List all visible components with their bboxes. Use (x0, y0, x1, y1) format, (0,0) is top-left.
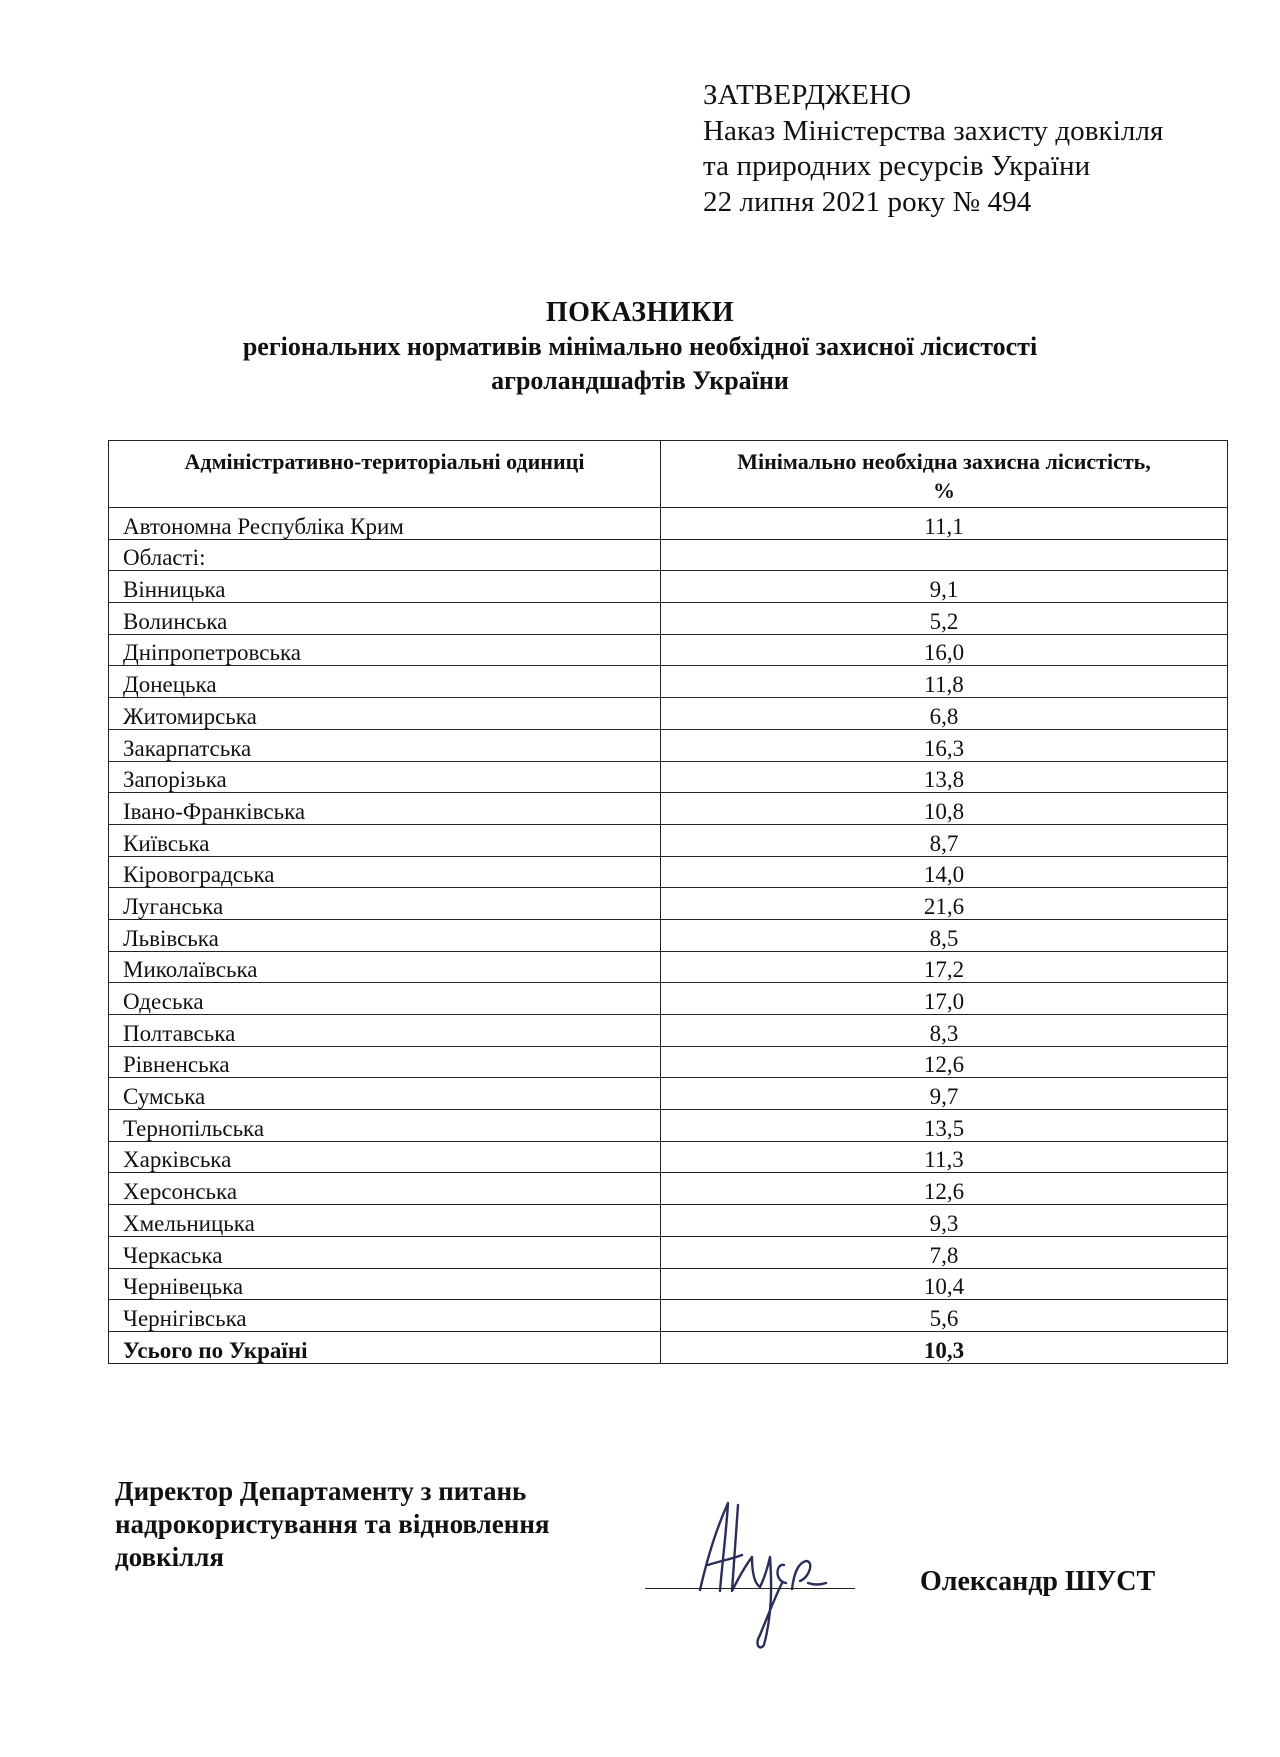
region-name-cell: Сумська (109, 1078, 661, 1110)
signatory-position-line3: довкілля (115, 1542, 225, 1572)
table-row (109, 508, 1228, 540)
forest-cover-value-cell: 8,7 (661, 824, 1228, 856)
forest-cover-value-cell: 11,8 (661, 666, 1228, 698)
column-header-unit: % (933, 478, 955, 503)
table-header-row (109, 441, 1228, 508)
forest-cover-value-cell: 21,6 (661, 888, 1228, 920)
region-name-cell: Автономна Республіка Крим (109, 508, 661, 540)
region-name-cell: Дніпропетровська (109, 634, 661, 666)
table-row (109, 824, 1228, 856)
table-row (109, 761, 1228, 793)
column-header-units: Адміністративно-територіальні одиниці (109, 441, 661, 508)
column-header-forest-cover-text: Мінімально необхідна захисна лісистість, (737, 449, 1151, 474)
region-name-cell: Львівська (109, 919, 661, 951)
forest-cover-value-cell: 17,2 (661, 951, 1228, 983)
forest-cover-value-cell: 13,8 (661, 761, 1228, 793)
approval-date-line: 22 липня 2021 року № 494 (703, 185, 1032, 218)
region-name-cell: Луганська (109, 888, 661, 920)
document-title (0, 296, 1280, 398)
forest-cover-value-cell: 9,1 (661, 571, 1228, 603)
table-row (109, 1110, 1228, 1142)
forest-cover-value-cell: 7,8 (661, 1236, 1228, 1268)
table-row (109, 729, 1228, 761)
title-main: ПОКАЗНИКИ (545, 297, 735, 328)
table-row (109, 856, 1228, 888)
region-name-cell: Рівненська (109, 1046, 661, 1078)
forest-cover-value-cell (661, 539, 1228, 571)
table-body (109, 508, 1228, 1364)
signatory-position-line2: надрокористування та відновлення (115, 1509, 550, 1539)
region-name-cell: Кіровоградська (109, 856, 661, 888)
handwritten-signature (680, 1495, 840, 1660)
title-subtitle-line2: агроландшафтів України (491, 366, 789, 395)
forest-cover-value-cell: 9,3 (661, 1205, 1228, 1237)
approval-heading: ЗАТВЕРДЖЕНО (703, 79, 912, 111)
region-name-cell: Харківська (109, 1141, 661, 1173)
table-row (109, 1205, 1228, 1237)
table-row (109, 603, 1228, 635)
approval-stamp (703, 78, 1164, 220)
total-label-cell: Усього по Україні (109, 1331, 661, 1363)
forest-cover-value-cell: 8,3 (661, 1015, 1228, 1047)
table-row (109, 571, 1228, 603)
total-row (109, 1331, 1228, 1363)
forest-cover-value-cell: 5,6 (661, 1300, 1228, 1332)
forest-cover-value-cell: 16,3 (661, 729, 1228, 761)
region-name-cell: Житомирська (109, 698, 661, 730)
forest-cover-value-cell: 17,0 (661, 983, 1228, 1015)
table-row (109, 951, 1228, 983)
table-row (109, 983, 1228, 1015)
region-name-cell: Херсонська (109, 1173, 661, 1205)
signatory-position (115, 1475, 550, 1574)
table-row (109, 1141, 1228, 1173)
table-row (109, 1268, 1228, 1300)
approval-ministry-line: та природних ресурсів України (703, 150, 1091, 182)
region-name-cell: Волинська (109, 603, 661, 635)
table-row (109, 1015, 1228, 1047)
table-row (109, 634, 1228, 666)
table-row (109, 666, 1228, 698)
region-name-cell: Чернівецька (109, 1268, 661, 1300)
forest-cover-value-cell: 13,5 (661, 1110, 1228, 1142)
table-row (109, 793, 1228, 825)
forest-cover-value-cell: 9,7 (661, 1078, 1228, 1110)
forest-cover-value-cell: 16,0 (661, 634, 1228, 666)
total-value-cell: 10,3 (661, 1331, 1228, 1363)
signature-line (645, 1588, 855, 1589)
table-row (109, 698, 1228, 730)
table-row (109, 888, 1228, 920)
indicators-table (108, 440, 1228, 1364)
forest-cover-value-cell: 11,1 (661, 508, 1228, 540)
forest-cover-value-cell: 5,2 (661, 603, 1228, 635)
signer-name: Олександр ШУСТ (920, 1566, 1156, 1597)
table-row (109, 1300, 1228, 1332)
table-row (109, 1173, 1228, 1205)
approval-order-line: Наказ Міністерства захисту довкілля (703, 114, 1164, 147)
forest-cover-value-cell: 12,6 (661, 1046, 1228, 1078)
table-row (109, 919, 1228, 951)
region-name-cell: Тернопільська (109, 1110, 661, 1142)
region-name-cell: Миколаївська (109, 951, 661, 983)
region-name-cell: Області: (109, 539, 661, 571)
forest-cover-value-cell: 10,8 (661, 793, 1228, 825)
region-name-cell: Вінницька (109, 571, 661, 603)
region-name-cell: Київська (109, 824, 661, 856)
column-header-forest-cover (661, 441, 1228, 508)
region-name-cell: Донецька (109, 666, 661, 698)
forest-cover-value-cell: 10,4 (661, 1268, 1228, 1300)
forest-cover-value-cell: 14,0 (661, 856, 1228, 888)
region-name-cell: Черкаська (109, 1236, 661, 1268)
region-name-cell: Одеська (109, 983, 661, 1015)
region-name-cell: Хмельницька (109, 1205, 661, 1237)
table-row (109, 539, 1228, 571)
region-name-cell: Полтавська (109, 1015, 661, 1047)
forest-cover-value-cell: 8,5 (661, 919, 1228, 951)
table-row (109, 1236, 1228, 1268)
forest-cover-value-cell: 12,6 (661, 1173, 1228, 1205)
table-row (109, 1078, 1228, 1110)
table-row (109, 1046, 1228, 1078)
region-name-cell: Івано-Франківська (109, 793, 661, 825)
region-name-cell: Чернігівська (109, 1300, 661, 1332)
region-name-cell: Запорізька (109, 761, 661, 793)
region-name-cell: Закарпатська (109, 729, 661, 761)
forest-cover-value-cell: 6,8 (661, 698, 1228, 730)
forest-cover-value-cell: 11,3 (661, 1141, 1228, 1173)
signatory-position-line1: Директор Департаменту з питань (115, 1476, 527, 1506)
title-subtitle-line1: регіональних нормативів мінімально необхідної захисної лісистості (242, 332, 1038, 361)
